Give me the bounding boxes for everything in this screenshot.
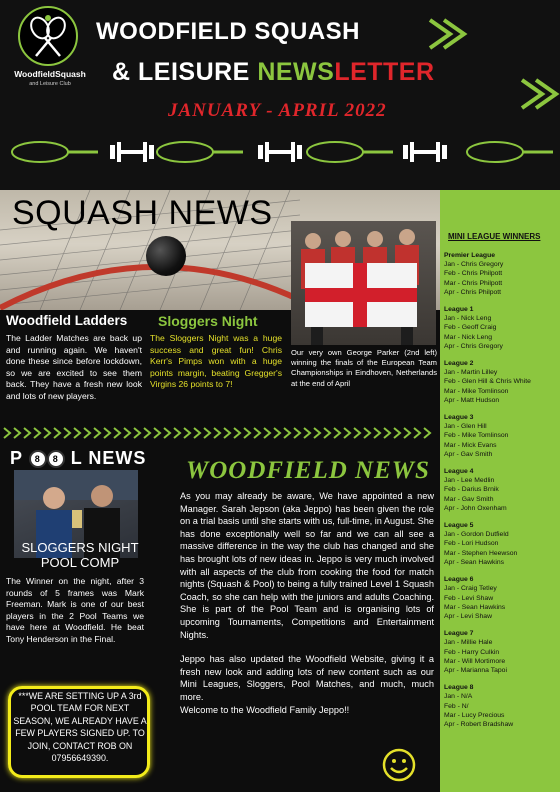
chevron-arrows-icon <box>424 14 560 114</box>
logo-subtitle: and Leisure Club <box>29 81 71 87</box>
woodfield-news-title: WOODFIELD NEWS <box>186 457 430 484</box>
league-name: League 3 <box>444 414 474 422</box>
league-winner-row: Jan - Chris Gregory <box>444 261 504 269</box>
mini-league-heading: MINI LEAGUE WINNERS <box>448 232 541 241</box>
team-photo-caption: Our very own George Parker (2nd left) winning the finals of the European Team Championships in Eindhoven, Netherlands at the end of April <box>291 348 437 388</box>
league-winner-row: Mar - Mick Evans <box>444 441 497 449</box>
league-winner-row: Feb - Lori Hudson <box>444 540 499 548</box>
title-line-1: WOODFIELD SQUASH <box>96 18 360 45</box>
league-winner-row: Mar - Sean Hawkins <box>444 603 506 611</box>
issue-dates: JANUARY - APRIL 2022 <box>168 100 387 121</box>
pool-news-title <box>10 448 146 469</box>
woodfield-news-para-2: Jeppo has also updated the Woodfield Website, giving it a fresh new look and adding lots of new content such as our Mini Leagues, Sloggers, Pool Matches, and much, much more. <box>180 654 434 702</box>
squash-ball-image <box>146 236 186 276</box>
pool-title-rest: L NEWS <box>70 448 147 468</box>
league-winner-row: Apr - Levi Shaw <box>444 612 492 620</box>
league-winner-row: Mar - Stephen Heewson <box>444 549 518 557</box>
league-winner-row: Mar - Chris Philpott <box>444 279 503 287</box>
league-winner-row: Feb - Harry Culkin <box>444 648 500 656</box>
pool-comp-body: The Winner on the night, after 3 rounds of 5 frames was Mark Freeman. Mark is one of our best players in the 2 Pool Teams we have here at Woodfield. He beat Tony Henderson in the Final. <box>6 576 144 644</box>
woodfield-news-para-1: As you may already be aware, We have appointed a new Manager. Sarah Jepson (aka Jeppo) has been given the role on a trial basis until she starts with us, full-time, in August. She has done exceptionally well so far and we can all see a massive difference in the way the club has changed and she has brought lots of new ideas in. Jeppo is very much involved with all aspects of the club from cooking the food for match nights (Squash & Pool) to being a fully trained Level 1 Squash Coach, so she can help with the juniors and adults Coaching. She is part of the Pool Team and is organising lots of upcoming Tournaments, Competitions and Entertainment Nights. <box>180 491 434 640</box>
eight-ball-icon: 8 <box>29 450 47 468</box>
league-winner-row: Feb - Glen Hill & Chris White <box>444 378 531 386</box>
pool-title-p: P <box>10 448 23 468</box>
league-name: League 8 <box>444 684 474 692</box>
league-name: League 4 <box>444 468 474 476</box>
smiley-icon <box>382 748 416 782</box>
league-winner-row: Mar - Will Mortimore <box>444 657 506 665</box>
pool-team-notice: ***WE ARE SETTING UP A 3rd POOL TEAM FOR NEXT SEASON, WE ALREADY HAVE A FEW PLAYERS SIGNED UP. TO JOIN, CONTACT ROB ON 07956649390. <box>13 691 147 764</box>
pool-comp-heading <box>10 540 150 570</box>
league-winner-row: Jan - Gordon Dutfield <box>444 531 509 539</box>
league-winner-row: Jan - Lee Medlin <box>444 477 495 485</box>
pool-comp-line-1: SLOGGERS NIGHT <box>21 540 139 555</box>
league-name: League 7 <box>444 630 474 638</box>
league-block <box>444 305 558 351</box>
league-winner-row: Apr - Matt Hudson <box>444 396 500 404</box>
league-winner-row: Jan - Martin Lilley <box>444 369 498 377</box>
league-block <box>444 521 558 567</box>
logo-badge <box>18 6 78 66</box>
title-letter: LETTER <box>334 58 435 86</box>
league-name: League 6 <box>444 576 474 584</box>
league-winner-row: Apr - Chris Gregory <box>444 342 503 350</box>
sloggers-heading: Sloggers Night <box>158 313 258 329</box>
league-winner-row: Mar - Gav Smith <box>444 495 494 503</box>
ladders-heading: Woodfield Ladders <box>6 313 128 328</box>
chevron-divider <box>0 426 440 440</box>
league-winner-row: Apr - Gav Smith <box>444 450 493 458</box>
league-winner-row: Feb - N/ <box>444 702 469 710</box>
league-block <box>444 683 558 729</box>
logo-name: WoodfieldSquash <box>14 69 86 79</box>
pool-comp-line-2: POOL COMP <box>40 555 120 570</box>
league-winner-row: Apr - Robert Bradshaw <box>444 720 514 728</box>
league-block <box>444 575 558 621</box>
league-name: League 1 <box>444 306 474 314</box>
crossed-rackets-icon <box>20 8 76 64</box>
league-winner-row: Feb - Darius Brnik <box>444 486 499 494</box>
league-block <box>444 359 558 405</box>
team-flag-image <box>291 221 436 345</box>
squash-news-title: SQUASH NEWS <box>12 194 273 232</box>
league-name: Premier League <box>444 252 495 259</box>
league-winner-row: Jan - Glen Hill <box>444 423 487 431</box>
sloggers-body: The Sloggers Night was a huge success and great fun! Chris Kerr's Pimps won with a huge points margin, beating Gregger's Virgins 26 points to 7! <box>150 333 282 390</box>
league-winner-row: Jan - N/A <box>444 693 473 701</box>
league-winner-row: Jan - Craig Tetley <box>444 585 497 593</box>
league-winner-row: Apr - John Oxenham <box>444 504 507 512</box>
league-name: League 5 <box>444 522 474 530</box>
league-winner-row: Jan - Nick Leng <box>444 315 492 323</box>
league-winner-row: Jan - Millie Hale <box>444 639 493 647</box>
league-winner-row: Mar - Nick Leng <box>444 333 492 341</box>
league-winner-row: Feb - Chris Philpott <box>444 270 503 278</box>
racket-dumbbell-divider <box>0 132 560 172</box>
league-winner-row: Feb - Mike Tomlinson <box>444 432 509 440</box>
league-winner-row: Feb - Levi Shaw <box>444 594 494 602</box>
title-line-2 <box>112 58 435 87</box>
league-name: League 2 <box>444 360 474 368</box>
league-winner-row: Apr - Sean Hawkins <box>444 558 505 566</box>
mini-league-list <box>444 251 558 737</box>
club-logo <box>8 6 88 102</box>
league-winner-row: Apr - Chris Philpott <box>444 288 502 296</box>
team-photo <box>291 221 436 345</box>
league-block <box>444 251 558 297</box>
league-winner-row: Apr - Marianna Tapoi <box>444 666 507 674</box>
woodfield-news-body <box>180 490 434 716</box>
league-block <box>444 413 558 459</box>
league-winner-row: Mar - Lucy Precious <box>444 711 505 719</box>
league-block <box>444 467 558 513</box>
league-winner-row: Feb - Geoff Craig <box>444 324 497 332</box>
woodfield-news-para-3: Welcome to the Woodfield Family Jeppo!! <box>180 704 350 715</box>
ladders-body: The Ladder Matches are back up and running again. We haven't done these since before lockdown, so we are excited to see them back. They have a fresh new look and lots of new players. <box>6 333 142 401</box>
title-leisure: & LEISURE <box>112 58 250 86</box>
league-block <box>444 629 558 675</box>
league-winner-row: Mar - Mike Tomlinson <box>444 387 509 395</box>
title-news: NEWS <box>257 58 335 86</box>
eight-ball-icon: 8 <box>47 450 65 468</box>
